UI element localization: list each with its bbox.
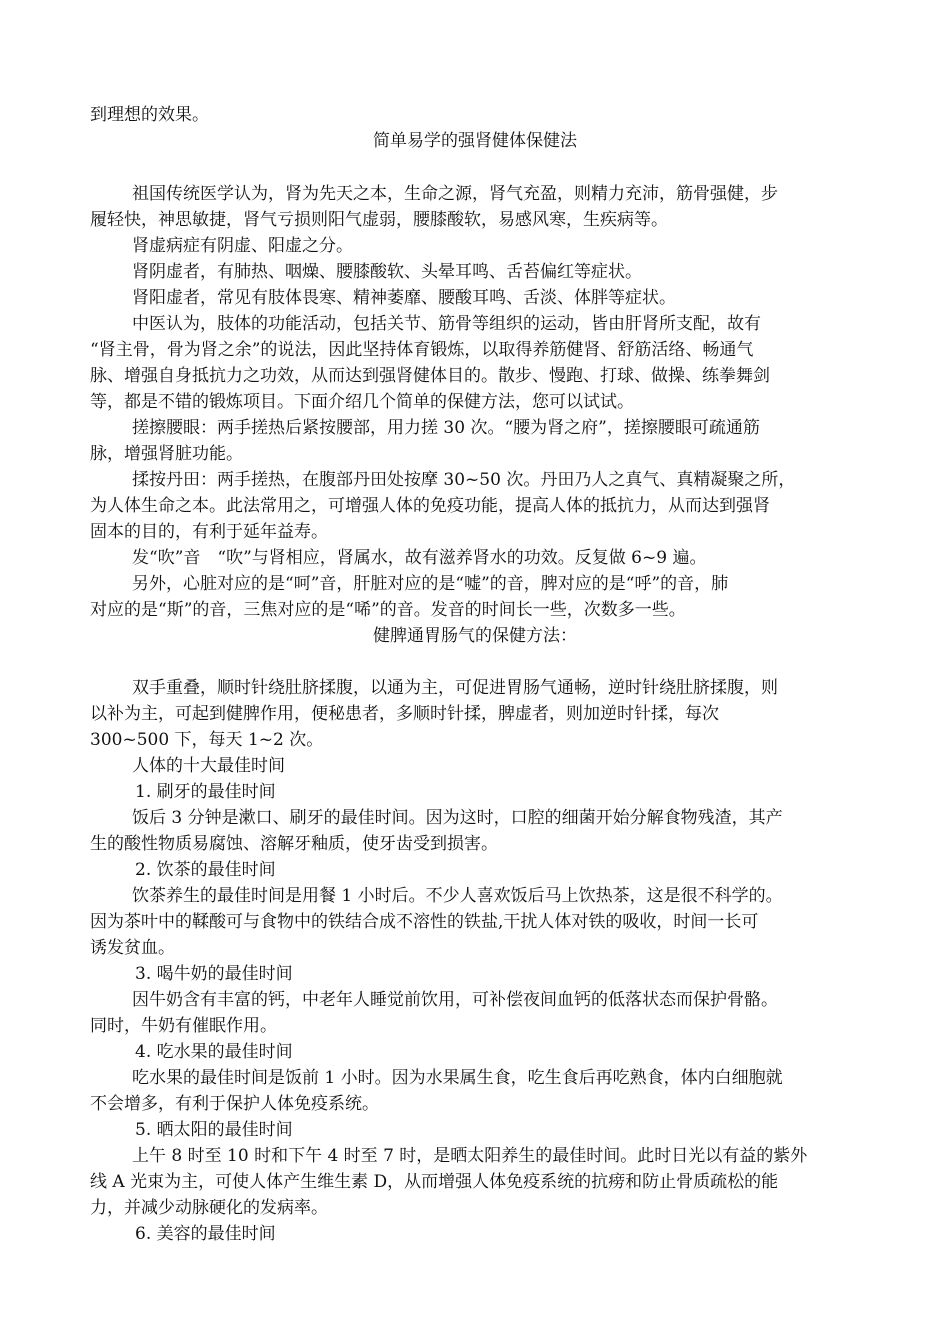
- body-text-line: 300~500 下，每天 1~2 次。: [90, 730, 324, 750]
- body-text-line: 双手重叠，顺时针绕肚脐揉腹，以通为主，可促进胃肠气通畅，逆时针绕肚脐揉腹，则: [132, 678, 778, 698]
- body-text-line: 揉按丹田：两手搓热，在腹部丹田处按摩 30~50 次。丹田乃人之真气、真精凝聚之所，: [132, 470, 796, 490]
- body-text-line: 以补为主，可起到健脾作用，便秘患者，多顺时针揉，脾虚者，则加逆时针揉，每次: [90, 704, 719, 724]
- numbered-heading: 1. 刷牙的最佳时间: [135, 782, 276, 802]
- numbered-heading: 3. 喝牛奶的最佳时间: [135, 964, 293, 984]
- body-text-line: 祖国传统医学认为，肾为先天之本，生命之源，肾气充盈，则精力充沛，筋骨强健，步: [132, 184, 778, 204]
- body-text-line: 搓擦腰眼：两手搓热后紧按腰部，用力搓 30 次。“腰为肾之府”，搓擦腰眼可疏通筋: [132, 418, 760, 438]
- body-text-line: 生的酸性物质易腐蚀、溶解牙釉质，使牙齿受到损害。: [90, 834, 498, 854]
- body-text-line: 等，都是不错的锻炼项目。下面介绍几个简单的保健方法，您可以试试。: [90, 392, 634, 412]
- body-text-line: 因牛奶含有丰富的钙，中老年人睡觉前饮用，可补偿夜间血钙的低落状态而保护骨骼。: [132, 990, 778, 1010]
- body-text-line: 另外，心脏对应的是“呵”音，肝脏对应的是“嘘”的音，脾对应的是“呼”的音，肺: [132, 574, 729, 594]
- section-heading: 健脾通胃肠气的保健方法：: [373, 626, 577, 646]
- body-text-line: 上午 8 时至 10 时和下午 4 时至 7 时，是晒太阳养生的最佳时间。此时日光以有益的紫外: [132, 1146, 808, 1166]
- body-text-line: 为人体生命之本。此法常用之，可增强人体的免疫功能，提高人体的抵抗力，从而达到强肾: [90, 496, 770, 516]
- body-text-line: 肾阴虚者，有肺热、咽燥、腰膝酸软、头晕耳鸣、舌苔偏红等症状。: [132, 262, 642, 282]
- body-text-line: 固本的目的，有利于延年益寿。: [90, 522, 328, 542]
- body-text-line: 对应的是“斯”的音，三焦对应的是“唏”的音。发音的时间长一些，次数多一些。: [90, 600, 686, 620]
- body-text-line: 到理想的效果。: [90, 105, 209, 125]
- body-text-line: 发“吹”音 “吹”与肾相应，肾属水，故有滋养肾水的功效。反复做 6~9 遍。: [132, 548, 707, 568]
- numbered-heading: 6. 美容的最佳时间: [135, 1224, 276, 1244]
- numbered-heading: 5. 晒太阳的最佳时间: [135, 1120, 293, 1140]
- body-text-line: 肾阳虚者，常见有肢体畏寒、精神萎靡、腰酸耳鸣、舌淡、体胖等症状。: [132, 288, 676, 308]
- body-text-line: 脉，增强肾脏功能。: [90, 444, 243, 464]
- body-text-line: 吃水果的最佳时间是饭前 1 小时。因为水果属生食，吃生食后再吃熟食，体内白细胞就: [132, 1068, 783, 1088]
- body-text-line: 诱发贫血。: [90, 938, 175, 958]
- body-text-line: 力，并减少动脉硬化的发病率。: [90, 1198, 328, 1218]
- body-text-line: “肾主骨，骨为肾之余”的说法，因此坚持体育锻炼，以取得养筋健肾、舒筋活络、畅通气: [90, 340, 754, 360]
- body-text-line: 中医认为，肢体的功能活动，包括关节、筋骨等组织的运动，皆由肝肾所支配，故有: [132, 314, 761, 334]
- numbered-heading: 2. 饮茶的最佳时间: [135, 860, 276, 880]
- body-text-line: 不会增多，有利于保护人体免疫系统。: [90, 1094, 379, 1114]
- body-text-line: 因为茶叶中的鞣酸可与食物中的铁结合成不溶性的铁盐,干扰人体对铁的吸收，时间一长可: [90, 912, 759, 932]
- body-text-line: 履轻快，神思敏捷，肾气亏损则阳气虚弱，腰膝酸软，易感风寒，生疾病等。: [90, 210, 668, 230]
- body-text-line: 脉、增强自身抵抗力之功效，从而达到强肾健体目的。散步、慢跑、打球、做操、练拳舞剑: [90, 366, 770, 386]
- section-heading: 简单易学的强肾健体保健法: [373, 131, 577, 151]
- body-text-line: 同时，牛奶有催眠作用。: [90, 1016, 277, 1036]
- subsection-heading: 人体的十大最佳时间: [132, 756, 285, 776]
- body-text-line: 线 A 光束为主，可使人体产生维生素 D，从而增强人体免疫系统的抗痨和防止骨质疏松的能: [90, 1172, 779, 1192]
- body-text-line: 饮茶养生的最佳时间是用餐 1 小时后。不少人喜欢饭后马上饮热茶，这是很不科学的。: [132, 886, 783, 906]
- body-text-line: 饭后 3 分钟是漱口、刷牙的最佳时间。因为这时，口腔的细菌开始分解食物残渣，其产: [132, 808, 783, 828]
- body-text-line: 肾虚病症有阴虚、阳虚之分。: [132, 236, 353, 256]
- numbered-heading: 4. 吃水果的最佳时间: [135, 1042, 293, 1062]
